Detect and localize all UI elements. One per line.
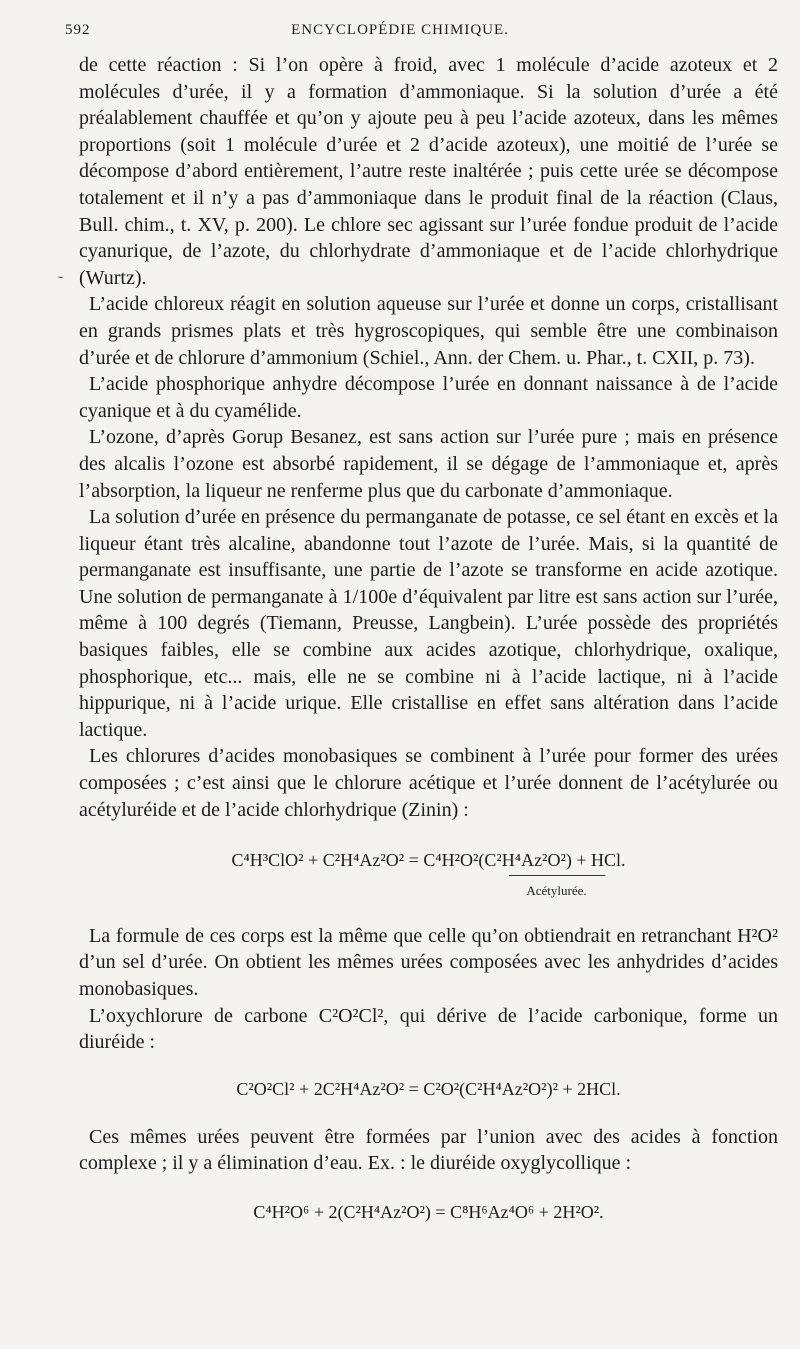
equation-annotation-wrap — [79, 875, 778, 905]
paragraph: Ces mêmes urées peuvent être formées par l’union avec des acides à fonction complexe ; il y a élimination d’eau. Ex. : le diuréide oxyglycollique : — [79, 1125, 778, 1175]
equation-oxyglycollic: C⁴H²O⁶ + 2(C²H⁴Az²O²) = C⁸H⁶Az⁴O⁶ + 2H²O². — [253, 1201, 604, 1222]
running-head: ENCYCLOPÉDIE CHIMIQUE. — [291, 22, 509, 38]
page-number: 592 — [65, 22, 91, 38]
paragraph: La solution d’urée en présence du permanganate de potasse, ce sel étant en excès et la liqueur étant très alcaline, abandonne tout l’azote de l’urée. Mais, si la quantité de permanganate est insuffisante, une partie de l’azote se transforme en acide azotique. Une solution de permanganate à 1/100e d’équivalent par litre est sans action sur l’urée, même à 100 degrés (Tiemann, Preusse, Langbein). L’urée possède des propriétés basiques faibles, elle se combine aux acides azotique, chlorhydrique, oxalique, phosphorique, etc... mais, elle ne se combine ni à l’acide lactique, ni à l’acide hippurique, ni à l’acide urique. Elle cristallise en effet sans altération dans l’acide lactique. — [79, 506, 778, 741]
equation-acetylurea: C⁴H³ClO² + C²H⁴Az²O² = C⁴H²O²(C²H⁴Az²O²) + HCl. — [231, 850, 626, 871]
margin-mark: - — [58, 268, 64, 285]
paragraph: L’ozone, d’après Gorup Besanez, est sans action sur l’urée pure ; mais en présence des alcalis l’ozone est absorbé rapidement, il se dégage de l’ammoniaque et, après l’absorption, la liqueur ne renferme plus que du carbonate d’ammoniaque. — [79, 426, 778, 502]
paragraph: L’oxychlorure de carbone C²O²Cl², qui dérive de l’acide carbonique, forme un diuréide : — [79, 1004, 778, 1054]
paragraph: L’acide chloreux réagit en solution aqueuse sur l’urée et donne un corps, cristallisant en grands prismes plats et très hygroscopiques, qui semble être une combinaison d’urée et de chlorure d’ammonium (Schiel., Ann. der Chem. u. Phar., t. CXII, p. 73). — [79, 293, 778, 369]
paragraph: L’acide phosphorique anhydre décompose l’urée en donnant naissance à de l’acide cyanique et à du cyamélide. — [79, 373, 778, 422]
paragraph: Les chlorures d’acides monobasiques se combinent à l’urée pour former des urées composées ; c’est ainsi que le chlorure acétique et l’urée donnent de l’acétylurée ou acétyluréide et de l’acide chlorhydrique (Zinin) : — [79, 745, 778, 821]
equation-diureide: C²O²Cl² + 2C²H⁴Az²O² = C²O²(C²H⁴Az²O²)² + 2HCl. — [236, 1078, 621, 1099]
body-text — [79, 52, 778, 1225]
equation-annotation: Acétylurée. — [509, 875, 605, 905]
page-header — [0, 22, 800, 52]
paragraph: La formule de ces corps est la même que celle qu’on obtiendrait en retranchant H²O² d’un sel d’urée. On obtient les mêmes urées composées avec les anhydrides d’acides monobasiques. — [79, 924, 778, 1000]
paragraph: de cette réaction : Si l’on opère à froid, avec 1 molécule d’acide azoteux et 2 molécules d’urée, il y a formation d’ammoniaque. Si la solution d’urée a été préalablement chauffée et qu’on y ajoute peu à peu l’acide azoteux, dans les mêmes proportions (soit 1 molécule d’urée et 2 d’acide azoteux), une moitié de l’urée se décompose d’abord entièrement, l’autre reste inaltérée ; puis cette urée se décompose totalement et il n’y a pas d’ammoniaque dans le produit final de la réaction (Claus, Bull. chim., t. XV, p. 200). Le chlore sec agissant sur l’urée fondue produit de l’acide cyanurique, de l’azote, du chlorhydrate d’ammoniaque et de l’acide chlorhydrique (Wurtz). — [79, 54, 778, 289]
